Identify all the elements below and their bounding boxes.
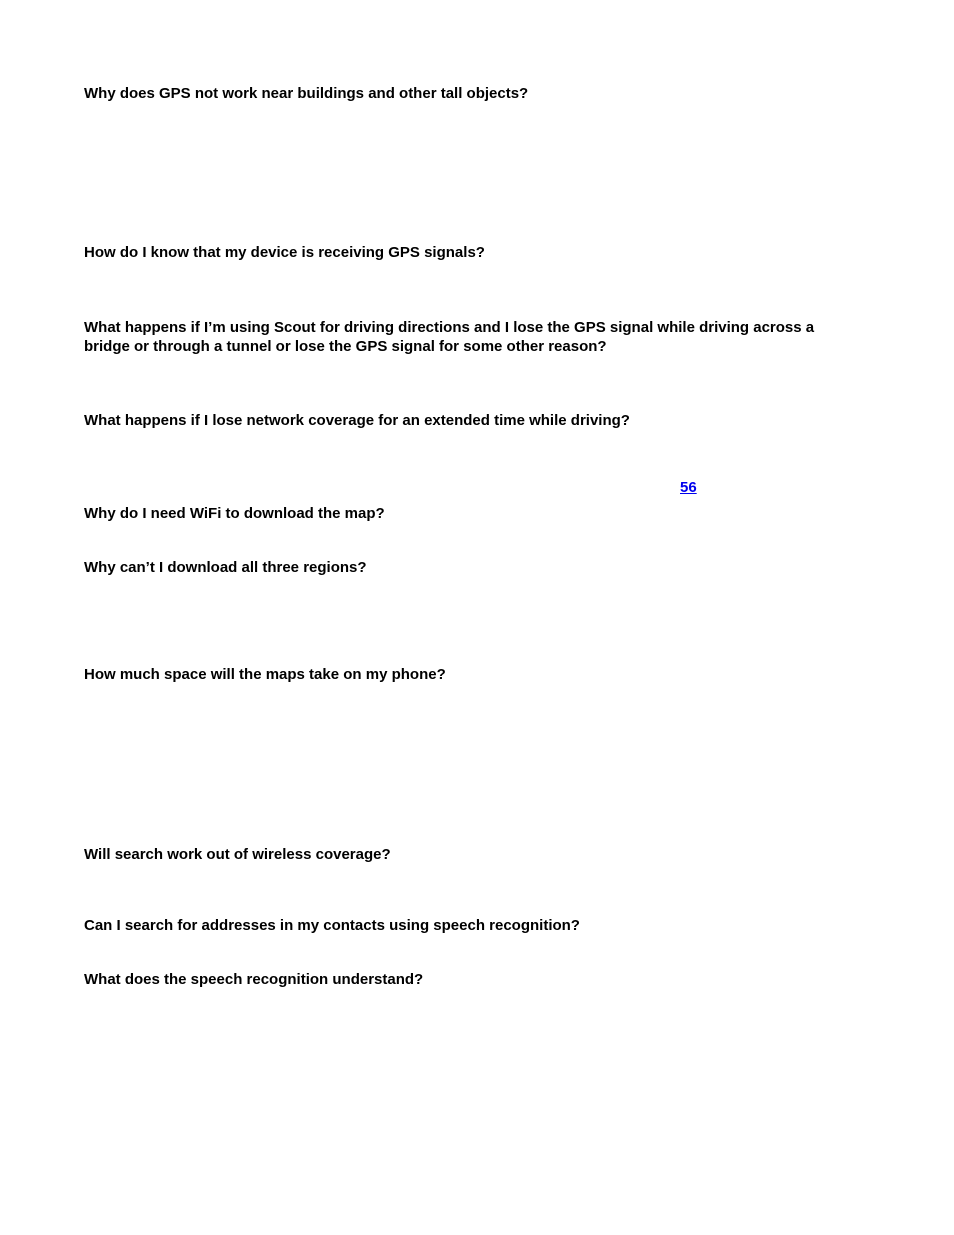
faq-question-gps-buildings: Why does GPS not work near buildings and other tall objects? [84,85,529,102]
faq-question-lose-network: What happens if I lose network coverage for an extended time while driving? [84,412,630,429]
faq-question-gps-signals: How do I know that my device is receiving GPS signals? [84,244,485,261]
page-number-link[interactable]: 56 [680,479,697,496]
faq-question-search-contacts: Can I search for addresses in my contacts using speech recognition? [84,917,580,934]
faq-question-speech-recognition: What does the speech recognition understand? [84,971,424,988]
faq-question-wifi-map: Why do I need WiFi to download the map? [84,505,385,522]
faq-question-search-offline: Will search work out of wireless coverage? [84,846,391,863]
faq-question-lose-gps-signal: What happens if I’m using Scout for driving directions and I lose the GPS signal while driving across a bridge or through a tunnel or lose the GPS signal for some other reason? [84,319,815,355]
faq-question-map-space: How much space will the maps take on my phone? [84,666,446,683]
faq-question-three-regions: Why can’t I download all three regions? [84,559,367,576]
